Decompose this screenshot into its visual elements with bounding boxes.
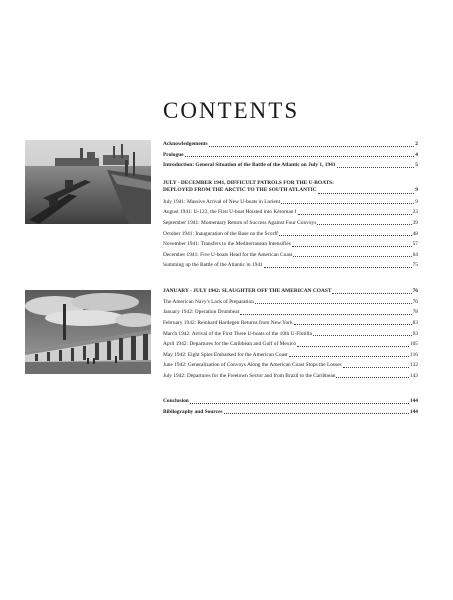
toc-entry[interactable]: July 1942: Departures for the Freetown Sector and from Brazil to the Caribbean 143 [163, 372, 418, 379]
toc-entry[interactable]: Acknowledgements 2 [163, 141, 418, 148]
harbor-uboats-photo [25, 140, 151, 224]
section-heading-line2: DEPLOYED FROM THE ARCTIC TO THE SOUTH ATLANTIC [163, 187, 317, 194]
page-title: CONTENTS [163, 98, 300, 123]
toc-entry[interactable]: Conclusion 144 [163, 398, 418, 405]
toc-entry[interactable]: March 1942: Arrival of the First Three U-boats of the 10th U-Flotilla 93 [163, 330, 418, 337]
toc-section-1942 [163, 284, 418, 379]
toc-entry[interactable]: June 1942: Generalization of Convoys Along the American Coast Stops the Losses 132 [163, 362, 418, 369]
toc-section-1941 [163, 180, 418, 269]
section-heading-page: 9 [415, 187, 418, 194]
toc-section-heading[interactable]: JANUARY - JULY 1942: SLAUGHTER OFF THE AMERICAN COAST 76 [163, 288, 418, 295]
naval-base-building-photo [25, 290, 151, 374]
section-heading-line1: JULY - DECEMBER 1941, DIFFICULT PATROLS FOR THE U-BOATS: [163, 180, 334, 186]
toc-section-heading[interactable] [163, 180, 418, 195]
toc-entry[interactable]: October 1941: Inauguration of the Base on the Scorff 48 [163, 230, 418, 237]
toc-entry[interactable]: Prologue 4 [163, 151, 418, 158]
toc-entry[interactable]: Introduction: General Situation of the Battle of the Atlantic on July 1, 1941 5 [163, 162, 418, 169]
toc-entry[interactable]: July 1941: Massive Arrival of New U-boats in Lorient 9 [163, 198, 418, 205]
toc-entry[interactable]: December 1941: Five U-boats Head for the American Coast 64 [163, 251, 418, 258]
toc-entry[interactable]: November 1941: Transfers to the Mediterranean Intensifies 57 [163, 241, 418, 248]
toc-entry[interactable]: May 1942: Eight Spies Embarked for the American Coast 116 [163, 351, 418, 358]
toc-entry[interactable]: The American Navy's Lack of Preparation 76 [163, 298, 418, 305]
toc-entry[interactable]: September 1941: Momentary Return of Success Against Four Convoys 39 [163, 219, 418, 226]
toc-back-matter [163, 394, 418, 415]
toc-entry[interactable]: February 1942: Reinhard Hardegen Returns from New York 83 [163, 319, 418, 326]
toc-entry[interactable]: August 1941: U-123, the First U-boat Hoisted into Kéroman I 23 [163, 209, 418, 216]
toc-entry[interactable]: Bibliography and Sources 144 [163, 408, 418, 415]
toc-entry[interactable]: Summing up the Battle of the Atlantic in 1941 75 [163, 262, 418, 269]
toc-entry[interactable]: April 1942: Departures for the Caribbean and Gulf of Mexico 105 [163, 341, 418, 348]
toc-front-matter [163, 137, 418, 169]
toc-entry[interactable]: January 1942: Operation Drumbeat 78 [163, 309, 418, 316]
